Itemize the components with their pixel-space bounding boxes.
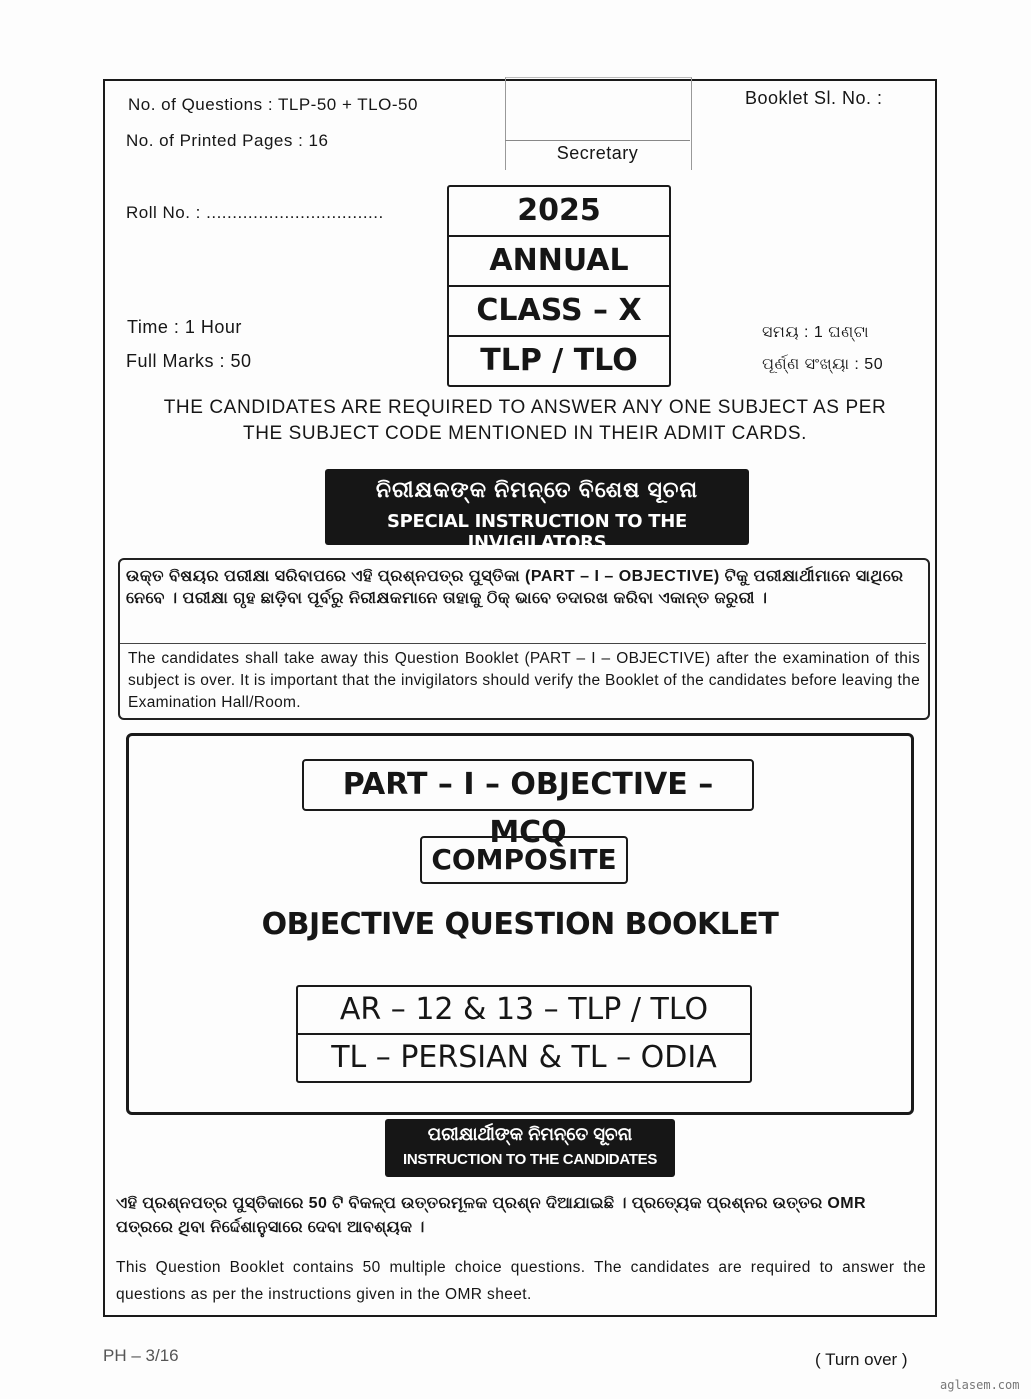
- composite-label: COMPOSITE: [420, 836, 628, 884]
- printed-pages: No. of Printed Pages : 16: [126, 131, 329, 150]
- subject-notice-line2: THE SUBJECT CODE MENTIONED IN THEIR ADMIT CARDS.: [242, 423, 808, 444]
- part-label: PART – I – OBJECTIVE – MCQ: [302, 759, 754, 811]
- invigilator-instruction-odia: ଉକ୍ତ ବିଷୟର ପରୀକ୍ଷା ସରିବାପରେ ଏହି ପ୍ରଶ୍ନପତ୍ର ପୁସ୍ତିକା (PART – I – OBJECTIVE) ଟିକୁ ପରୀକ୍ଷାର୍ଥୀମାନେ ସାଥିରେ ନେବେ । ପରୀକ୍ଷା ଗୃହ ଛାଡ଼ିବା ପୂର୍ବରୁ ନିରୀକ୍ଷକମାନେ ତାହାକୁ ଠିକ୍ ଭାବେ ତଦାରଖ କରିବା ଏକାନ୍ତ ଜରୁରୀ ।: [126, 568, 904, 607]
- secretary-line: [505, 140, 690, 141]
- time-allowed: Time : 1 Hour: [127, 317, 242, 337]
- exam-type: ANNUAL: [449, 237, 669, 287]
- full-marks: Full Marks : 50: [126, 351, 252, 371]
- subject-notice: [110, 395, 940, 447]
- booklet-serial-label: Booklet Sl. No. :: [745, 88, 883, 108]
- questions-count: No. of Questions : TLP-50 + TLO-50: [128, 95, 418, 114]
- invigilator-header-odia: ନିରୀକ୍ଷକଙ୍କ ନିମନ୍ତେ ବିଶେଷ ସୂଚନା: [375, 477, 699, 502]
- subject-notice-line1: THE CANDIDATES ARE REQUIRED TO ANSWER ANY ONE SUBJECT AS PER: [163, 397, 887, 418]
- exam-stream: TLP / TLO: [480, 343, 638, 378]
- subject-names: TL – PERSIAN & TL – ODIA: [331, 1040, 717, 1075]
- candidate-instruction-english: This Question Booklet contains 50 multiple choice questions. The candidates are required to answer the questions as per the instructions given in the OMR sheet.: [116, 1259, 926, 1303]
- roll-number-field: Roll No. : ..................................: [126, 203, 384, 222]
- exam-info-stack: [447, 185, 671, 387]
- odia-time: ସମୟ : 1 ଘଣ୍ଟା: [762, 324, 870, 341]
- candidate-header-odia: ପରୀକ୍ଷାର୍ଥୀଙ୍କ ନିମନ୍ତେ ସୂଚନା: [427, 1124, 633, 1144]
- candidate-header-english: INSTRUCTION TO THE CANDIDATES: [402, 1151, 658, 1168]
- invigilator-header-english: SPECIAL INSTRUCTION TO THE INVIGILATORS: [386, 511, 687, 553]
- subject-code: AR – 12 & 13 – TLP / TLO: [298, 987, 750, 1035]
- candidate-instruction-odia: ଏହି ପ୍ରଶ୍ନପତ୍ର ପୁସ୍ତିକାରେ 50 ଟି ବିକଳ୍ପ ଉତ୍ତରମୂଳକ ପ୍ରଶ୍ନ ଦିଆଯାଇଛି । ପ୍ରତ୍ୟେକ ପ୍ରଶ୍ନର ଉତ୍ତର OMR ପତ୍ରରେ ଥିବା ନିର୍ଦ୍ଦେଶାନୁସାରେ ଦେବା ଆବଶ୍ୟକ ।: [116, 1195, 866, 1236]
- odia-full-marks: ପୂର୍ଣ୍ଣ ସଂଖ୍ୟା : 50: [762, 356, 884, 373]
- invigilator-header: [325, 469, 749, 553]
- booklet-title: OBJECTIVE QUESTION BOOKLET: [261, 907, 779, 942]
- secretary-label: Secretary: [556, 143, 639, 163]
- watermark: aglasem.com: [940, 1378, 1020, 1392]
- subject-code-stack: [296, 985, 752, 1083]
- invigilator-instruction-english: The candidates shall take away this Question Booklet (PART – I – OBJECTIVE) after the examination of this subject is over. It is important that the invigilators should verify the Booklet of the candidates before leaving the Examination Hall/Room.: [128, 650, 920, 711]
- instruction-divider: [120, 643, 926, 644]
- exam-year: 2025: [449, 187, 669, 237]
- turn-over-label: ( Turn over ): [815, 1350, 908, 1369]
- page-code: PH – 3/16: [103, 1346, 179, 1365]
- exam-class: CLASS – X: [449, 287, 669, 337]
- candidate-header: [385, 1119, 675, 1177]
